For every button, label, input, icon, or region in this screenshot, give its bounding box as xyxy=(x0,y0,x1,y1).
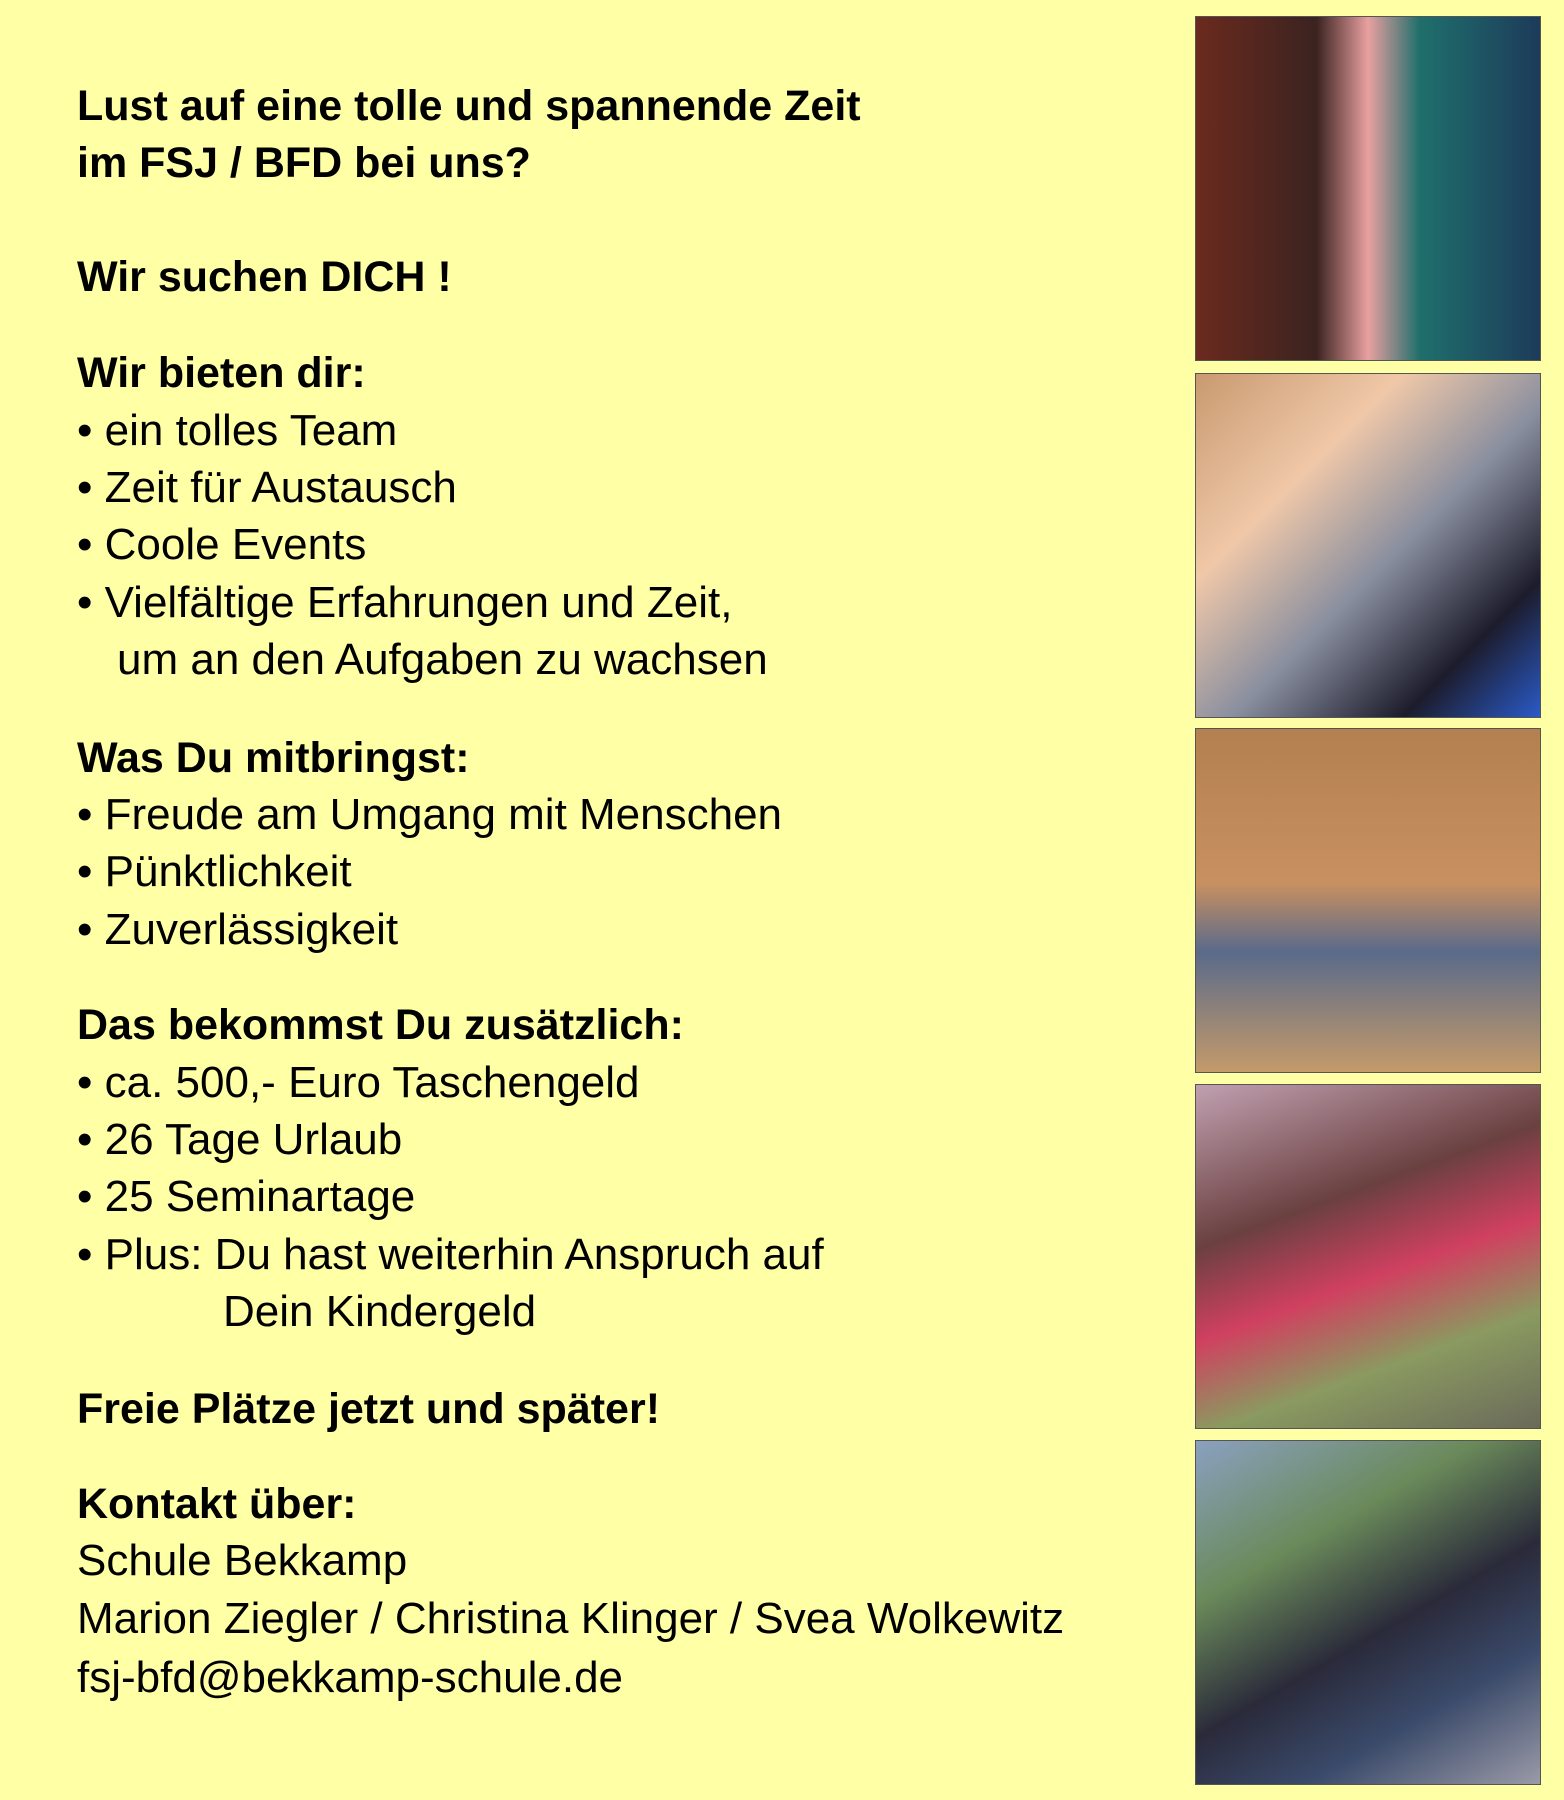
extra-heading: Das bekommst Du zusätzlich: xyxy=(77,1001,684,1049)
extra-item: • ca. 500,- Euro Taschengeld xyxy=(77,1058,640,1107)
offer-item: • Vielfältige Erfahrungen und Zeit, xyxy=(77,578,733,627)
extra-item: • Plus: Du hast weiterhin Anspruch auf xyxy=(77,1230,824,1279)
offer-item: • Zeit für Austausch xyxy=(77,463,457,512)
bring-item: • Freude am Umgang mit Menschen xyxy=(77,790,783,839)
extra-item-continuation: Dein Kindergeld xyxy=(223,1287,537,1336)
photo-children-on-playground xyxy=(1195,1440,1541,1785)
free-places: Freie Plätze jetzt und später! xyxy=(77,1385,661,1433)
offer-heading: Wir bieten dir: xyxy=(77,349,366,397)
offer-item-continuation: um an den Aufgaben zu wachsen xyxy=(117,635,768,684)
intro-heading-line2: im FSJ / BFD bei uns? xyxy=(77,139,531,187)
search-heading: Wir suchen DICH ! xyxy=(77,253,452,301)
photo-volunteer-with-child xyxy=(1195,373,1541,718)
intro-heading-line1: Lust auf eine tolle und spannende Zeit xyxy=(77,82,861,130)
photo-two-young-men-at-table xyxy=(1195,728,1541,1073)
contact-school: Schule Bekkamp xyxy=(77,1536,408,1585)
extra-item: • 25 Seminartage xyxy=(77,1172,416,1221)
contact-heading: Kontakt über: xyxy=(77,1480,357,1528)
bring-heading: Was Du mitbringst: xyxy=(77,734,470,782)
contact-names: Marion Ziegler / Christina Klinger / Svea Wolkewitz xyxy=(77,1594,1065,1643)
photo-teacher-with-student xyxy=(1195,16,1541,361)
extra-item: • 26 Tage Urlaub xyxy=(77,1115,403,1164)
photo-child-jumping-off-rock xyxy=(1195,1084,1541,1429)
offer-item: • Coole Events xyxy=(77,520,367,569)
bring-item: • Pünktlichkeit xyxy=(77,847,352,896)
offer-item: • ein tolles Team xyxy=(77,406,398,455)
contact-email[interactable]: fsj-bfd@bekkamp-schule.de xyxy=(77,1653,624,1702)
bring-item: • Zuverlässigkeit xyxy=(77,905,399,954)
